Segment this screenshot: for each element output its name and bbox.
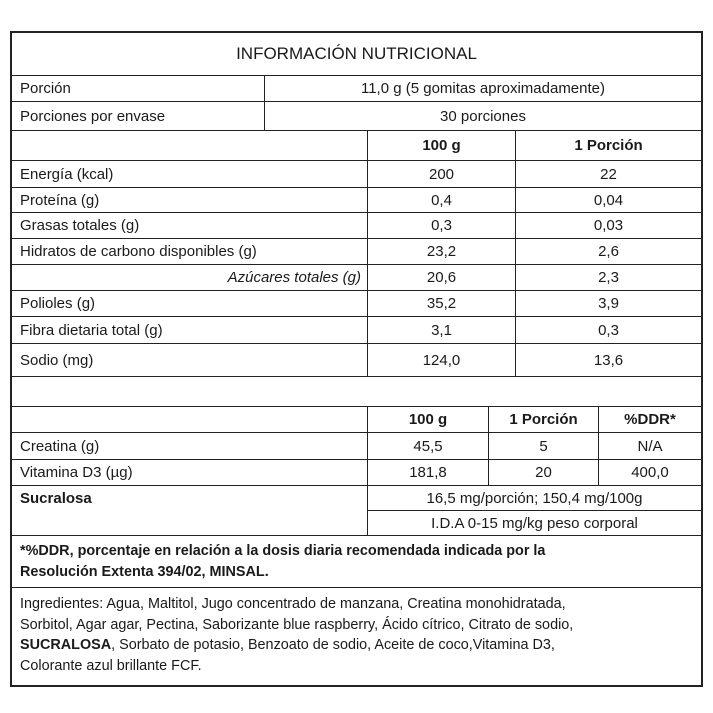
nutrient-value-portion: 0,3 [515,317,701,343]
supplement-value-portion: 20 [488,460,598,485]
table2-header-ddr: %DDR* [598,407,701,432]
supplement-value-100g: 45,5 [367,433,488,459]
nutrient-row [12,188,701,213]
sucralose-label: Sucralosa [20,490,92,507]
sucralose-ida: I.D.A 0-15 mg/kg peso corporal [367,511,701,535]
nutrient-value-portion: 22 [515,161,701,187]
nutrient-value-portion: 2,6 [515,239,701,264]
nutrient-value-100g: 200 [367,161,515,187]
ingredients-line: Ingredientes: Agua, Maltitol, Jugo concentrado de manzana, Creatina monohidratada, [20,596,566,612]
ingredients-highlight: SUCRALOSA [20,637,112,653]
nutrient-label: Sodio (mg) [20,351,94,369]
portion-value: 11,0 g (5 gomitas aproximadamente) [264,76,701,101]
nutrient-label: Polioles (g) [20,295,96,312]
supplement-label: Creatina (g) [20,437,100,455]
nutrient-value-portion: 0,04 [515,188,701,212]
nutrient-row [12,317,701,344]
nutrient-row [12,239,701,265]
servings-label: Porciones por envase [20,107,166,125]
nutrient-value-100g: 3,1 [367,317,515,343]
ingredients-row [12,588,701,687]
nutrient-row [12,291,701,317]
nutrient-value-100g: 124,0 [367,344,515,376]
nutrient-label: Fibra dietaria total (g) [20,321,163,339]
nutrient-row [12,161,701,188]
footnote-line: *%DDR, porcentaje en relación a la dosis diaria recomendada indicada por la [20,543,546,559]
nutrient-row [12,265,701,291]
ingredients-line-rest: , Sorbato de potasio, Benzoato de sodio, Aceite de coco,Vitamina D3, [111,637,555,653]
table2-header-100g: 100 g [367,407,488,432]
portion-row [12,76,701,102]
supplement-row [12,433,701,460]
servings-value: 30 porciones [264,102,701,130]
nutrient-label: Hidratos de carbono disponibles (g) [20,243,257,260]
supplement-value-ddr: N/A [598,433,701,459]
portion-label: Porción [20,80,71,97]
nutrient-value-portion: 3,9 [515,291,701,316]
nutrient-value-portion: 13,6 [515,344,701,376]
nutrient-sub-label: Azúcares totales (g) [227,269,361,286]
nutrient-label: Proteína (g) [20,191,100,209]
ingredients-line: Sorbitol, Agar agar, Pectina, Saborizante blue raspberry, Ácido cítrico, Citrato de sodio, [20,616,574,633]
nutrient-value-100g: 35,2 [367,291,515,316]
supplement-row [12,460,701,486]
footnote-line: Resolución Extenta 394/02, MINSAL. [20,563,269,580]
label-title: INFORMACIÓN NUTRICIONAL [236,44,477,63]
nutrient-value-100g: 20,6 [367,265,515,290]
nutrient-row [12,213,701,239]
title-row [12,33,701,76]
table1-header-portion: 1 Porción [515,131,701,160]
nutrient-value-100g: 0,3 [367,213,515,238]
sucralose-row [12,486,701,536]
table1-header-100g: 100 g [367,131,515,160]
ingredients-text [12,594,701,676]
spacer-row [12,377,701,407]
nutrient-value-portion: 0,03 [515,213,701,238]
ingredients-line [20,635,693,656]
ddr-footnote [12,541,701,582]
table2-header-portion: 1 Porción [488,407,598,432]
servings-row [12,102,701,131]
nutrient-value-100g: 23,2 [367,239,515,264]
nutrient-label: Energía (kcal) [20,165,114,183]
footnote-row [12,536,701,588]
ingredients-line: Colorante azul brillante FCF. [20,657,202,674]
table1-header-row [12,131,701,161]
nutrient-row [12,344,701,377]
supplement-value-100g: 181,8 [367,460,488,485]
supplement-label: Vitamina D3 (µg) [20,464,133,481]
nutrient-value-portion: 2,3 [515,265,701,290]
sucralose-dose: 16,5 mg/porción; 150,4 mg/100g [367,486,701,511]
table2-header-row [12,407,701,433]
nutrition-label [10,31,703,687]
supplement-value-portion: 5 [488,433,598,459]
nutrient-value-100g: 0,4 [367,188,515,212]
nutrient-label: Grasas totales (g) [20,217,140,234]
supplement-value-ddr: 400,0 [598,460,701,485]
